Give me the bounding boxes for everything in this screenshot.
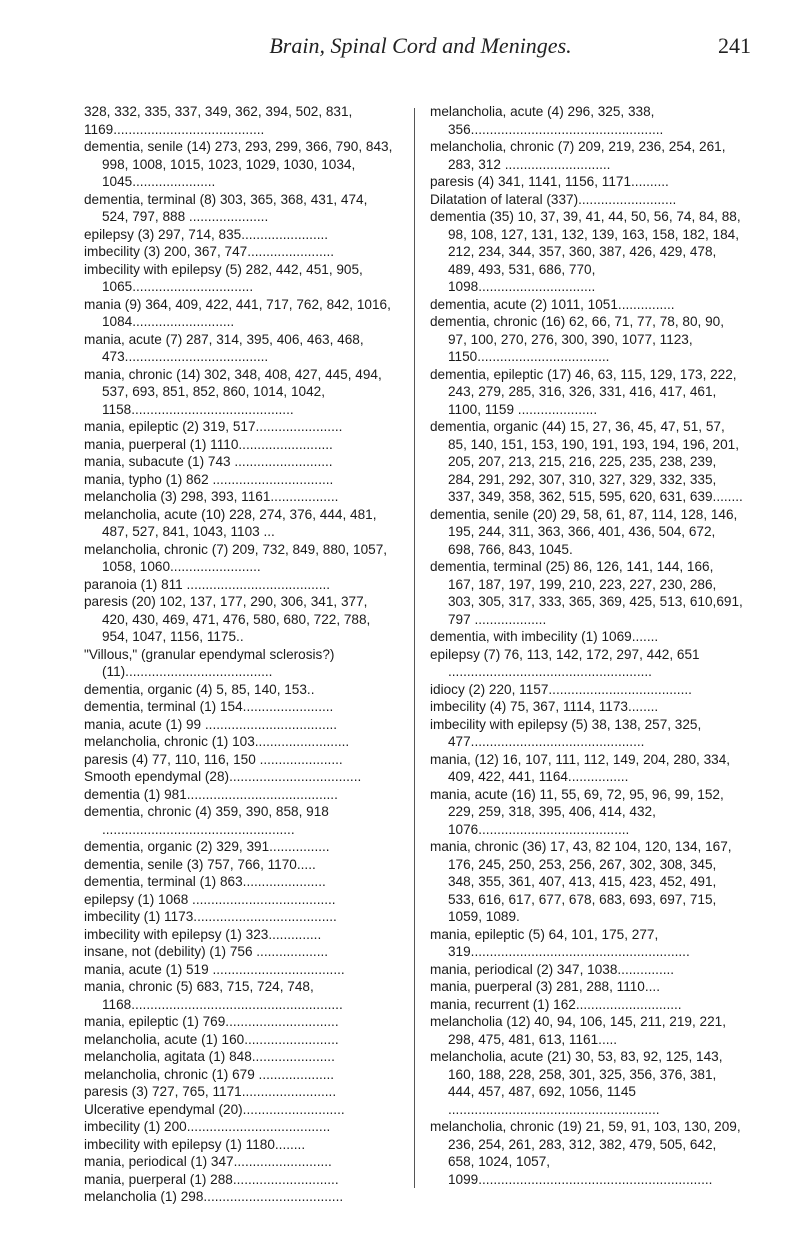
index-entry: paresis (20) 102, 137, 177, 290, 306, 341, 377, 420, 430, 469, 471, 476, 580, 680, 722, 788, 954, 1047, 1156, 1175..	[84, 594, 371, 644]
index-heading: Smooth ependymal (28)...................................	[84, 769, 362, 784]
page-header	[80, 32, 761, 62]
index-entry: dementia, acute (2) 1011, 1051...............	[430, 296, 675, 312]
index-entry: imbecility (4) 75, 367, 1114, 1173........	[430, 699, 659, 714]
index-entry: dementia, epileptic (17) 46, 63, 115, 129, 173, 222, 243, 279, 285, 316, 326, 331, 416, 417, 461, 1100, 1159 .....................	[430, 366, 737, 417]
index-entry: mania, acute (1) 99 ...................................	[84, 716, 338, 732]
index-entry: melancholia (12) 40, 94, 106, 145, 211, 219, 221, 298, 475, 481, 613, 1161.....	[430, 1014, 727, 1047]
index-column-left	[84, 103, 397, 1206]
index-entry: dementia, terminal (25) 86, 126, 141, 144, 166, 167, 187, 197, 199, 210, 223, 227, 230, 286, 303, 305, 317, 333, 365, 369, 425, 513, 610,691, 797 ...................	[430, 559, 743, 627]
index-entry: mania, (12) 16, 107, 111, 112, 149, 204, 280, 334, 409, 422, 441, 1164................	[430, 751, 731, 784]
index-entry: mania, acute (7) 287, 314, 395, 406, 463, 468, 473......................................	[84, 331, 364, 364]
index-column-right	[430, 103, 743, 1188]
index-entry: mania, epileptic (1) 769..............................	[84, 1014, 339, 1029]
index-entry: dementia, terminal (8) 303, 365, 368, 431, 474, 524, 797, 888 .....................	[84, 191, 368, 224]
index-entry: mania, typho (1) 862 ................................	[84, 471, 334, 487]
index-entry: dementia (35) 10, 37, 39, 41, 44, 50, 56, 74, 84, 88, 98, 108, 127, 131, 132, 139, 163, 158, 182, 184, 212, 234, 344, 357, 360, 387, 426, 429, 478, 489, 493, 531, 686, 770, 1098...............................	[430, 209, 741, 294]
index-entry: mania, acute (1) 519 ...................................	[84, 961, 345, 977]
index-entry: melancholia, chronic (7) 209, 219, 236, 254, 261, 283, 312 ............................	[430, 139, 726, 172]
index-entry: epilepsy (3) 297, 714, 835.......................	[84, 226, 329, 242]
index-entry: mania, chronic (5) 683, 715, 724, 748, 1168........................................................	[84, 979, 343, 1012]
index-entry: melancholia (3) 298, 393, 1161..................	[84, 489, 339, 504]
index-entry: mania, recurrent (1) 162............................	[430, 996, 682, 1012]
index-entry: mania, puerperal (1) 288............................	[84, 1171, 339, 1187]
index-heading: Ulcerative ependymal (20)...........................	[84, 1101, 345, 1117]
index-entry: melancholia, chronic (19) 21, 59, 91, 103, 130, 209, 236, 254, 261, 283, 312, 382, 479, 505, 642, 658, 1024, 1057, 1099..............................................................	[430, 1119, 741, 1187]
index-entry: mania, chronic (36) 17, 43, 82 104, 120, 134, 167, 176, 245, 250, 253, 256, 267, 302, 308, 345, 348, 355, 361, 407, 413, 415, 423, 452, 491, 533, 616, 617, 677, 678, 683, 693, 697, 715, 1059, 1089.	[430, 839, 732, 924]
index-entry: dementia, with imbecility (1) 1069.......	[430, 629, 659, 644]
index-heading: "Villous," (granular ependymal sclerosis?) (11).......................................	[84, 646, 335, 679]
index-entry: dementia, terminal (1) 863......................	[84, 874, 326, 889]
index-entry: melancholia, chronic (7) 209, 732, 849, 880, 1057, 1058, 1060........................	[84, 541, 388, 574]
index-entry: imbecility with epilepsy (5) 282, 442, 451, 905, 1065................................	[84, 261, 363, 294]
index-entry: melancholia, acute (10) 228, 274, 376, 444, 481, 487, 527, 841, 1043, 1103 ...	[84, 506, 377, 539]
index-entry: imbecility with epilepsy (1) 1180........	[84, 1136, 306, 1152]
index-heading: Dilatation of lateral (337)..........................	[430, 191, 677, 207]
index-entry: mania, epileptic (5) 64, 101, 175, 277, 319..........................................................	[430, 926, 690, 959]
index-entry: dementia, senile (14) 273, 293, 299, 366, 790, 843, 998, 1008, 1015, 1023, 1029, 1030, 1034, 1045......................	[84, 139, 393, 189]
index-entry: melancholia, acute (21) 30, 53, 83, 92, 125, 143, 160, 188, 228, 258, 301, 325, 356, 376, 381, 444, 457, 487, 692, 1056, 1145 ........................................................	[430, 1049, 723, 1117]
index-entry: paresis (3) 727, 765, 1171.........................	[84, 1084, 337, 1099]
index-entry: dementia (1) 981........................................	[84, 786, 338, 802]
index-entry: dementia, organic (44) 15, 27, 36, 45, 47, 51, 57, 85, 140, 151, 153, 190, 191, 193, 194, 196, 201, 205, 207, 213, 215, 216, 225, 235, 238, 239, 284, 291, 292, 307, 310, 327, 329, 332, 335, 337, 349, 358, 362, 515, 595, 620, 631, 639........	[430, 419, 743, 504]
index-entry: paresis (4) 341, 1141, 1156, 1171..........	[430, 174, 669, 189]
index-entry: dementia, terminal (1) 154........................	[84, 699, 334, 714]
index-entry: mania, puerperal (3) 281, 288, 1110....	[430, 979, 660, 994]
page-number: 241	[718, 33, 751, 58]
index-entry: melancholia (1) 298.....................................	[84, 1189, 344, 1204]
index-entry: imbecility with epilepsy (5) 38, 138, 257, 325, 477..............................................	[430, 716, 702, 749]
index-entry: mania, chronic (14) 302, 348, 408, 427, 445, 494, 537, 693, 851, 852, 860, 1014, 1042, 1158...........................................	[84, 366, 382, 417]
index-entry: mania, periodical (2) 347, 1038...............	[430, 961, 675, 977]
index-entry: dementia, organic (4) 5, 85, 140, 153..	[84, 681, 315, 697]
index-entry: dementia, chronic (16) 62, 66, 71, 77, 78, 80, 90, 97, 100, 270, 276, 300, 390, 1077, 1123, 1150...................................	[430, 314, 724, 364]
index-entry: dementia, senile (3) 757, 766, 1170.....	[84, 856, 316, 872]
index-entry: imbecility with epilepsy (1) 323..............	[84, 926, 322, 942]
index-entry: dementia, senile (20) 29, 58, 61, 87, 114, 128, 146, 195, 244, 311, 363, 366, 401, 436, 504, 672, 698, 766, 843, 1045.	[430, 506, 738, 557]
index-entry: mania, subacute (1) 743 ..........................	[84, 454, 333, 469]
index-entry: imbecility (1) 1173......................................	[84, 909, 337, 924]
running-title: Brain, Spinal Cord and Meninges.	[269, 33, 572, 58]
index-entry: idiocy (2) 220, 1157......................................	[430, 681, 692, 697]
index-entry: insane, not (debility) (1) 756 ...................	[84, 944, 329, 959]
index-entry: dementia, organic (2) 329, 391................	[84, 839, 330, 854]
index-entry: melancholia, chronic (1) 103.........................	[84, 734, 350, 749]
index-entry: melancholia, acute (4) 296, 325, 338, 356...................................................	[430, 104, 664, 137]
index-entry: melancholia, agitata (1) 848......................	[84, 1049, 335, 1064]
index-entry: mania, periodical (1) 347..........................	[84, 1154, 332, 1169]
index-entry: paresis (4) 77, 110, 116, 150 ......................	[84, 751, 343, 767]
index-entry: epilepsy (7) 76, 113, 142, 172, 297, 442, 651 ......................................................	[430, 646, 700, 679]
index-entry: imbecility (1) 200......................................	[84, 1119, 331, 1134]
column-divider	[414, 108, 415, 1188]
index-entry: melancholia, chronic (1) 679 ....................	[84, 1066, 335, 1082]
index-entry: dementia, chronic (4) 359, 390, 858, 918 ...................................................	[84, 804, 329, 837]
index-entry: mania, epileptic (2) 319, 517.......................	[84, 419, 343, 434]
index-entry: mania, puerperal (1) 1110.........................	[84, 436, 333, 452]
index-entry: 328, 332, 335, 337, 349, 362, 394, 502, 831, 1169........................................	[84, 104, 353, 137]
index-entry: melancholia, acute (1) 160.........................	[84, 1031, 339, 1047]
index-entry: imbecility (3) 200, 367, 747.......................	[84, 244, 335, 259]
index-entry: mania, acute (16) 11, 55, 69, 72, 95, 96, 99, 152, 229, 259, 318, 395, 406, 414, 432, 1076........................................	[430, 786, 724, 837]
index-entry: epilepsy (1) 1068 ......................................	[84, 891, 336, 907]
index-entry: mania (9) 364, 409, 422, 441, 717, 762, 842, 1016, 1084...........................	[84, 296, 391, 329]
index-entry: paranoia (1) 811 ......................................	[84, 576, 331, 592]
